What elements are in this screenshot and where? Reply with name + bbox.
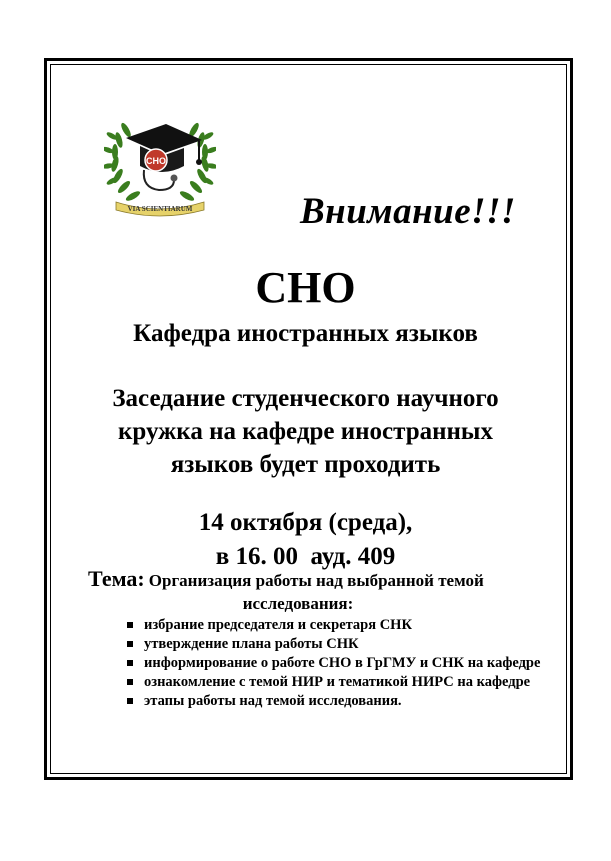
list-item: ознакомление с темой НИР и тематикой НИРС на кафедре [124, 673, 544, 691]
bullet-icon [127, 660, 133, 666]
stethoscope-icon [144, 170, 174, 190]
bullet-icon [127, 698, 133, 704]
topic-block [88, 566, 548, 614]
topic-text: Организация работы над выбранной темой [148, 571, 484, 590]
attention-heading: Внимание!!! [300, 191, 516, 232]
bullet-icon [127, 679, 133, 685]
topic-text-continued: исследования: [242, 594, 354, 613]
logo-motto: VIA SCIENTIARUM [127, 205, 193, 213]
announcement-line: кружка на кафедре иностранных [118, 418, 493, 445]
list-item: этапы работы над темой исследования. [124, 692, 544, 710]
sno-logo [104, 108, 216, 220]
announcement-line: Заседание студенческого научного [112, 385, 499, 412]
announcement [0, 382, 611, 481]
page-title: СНО [255, 263, 356, 312]
laurel-left-icon [104, 122, 141, 203]
date-block [0, 506, 611, 574]
topic-label: Тема: [88, 566, 145, 591]
logo-badge-text: СНО [146, 156, 166, 166]
department-name: Кафедра иностранных языков [133, 320, 478, 347]
agenda-list [124, 616, 544, 711]
announcement-line: языков будет проходить [170, 451, 441, 478]
bullet-icon [127, 641, 133, 647]
list-item: информирование о работе СНО в ГрГМУ и СНК на кафедре [124, 654, 544, 672]
list-item: избрание председателя и секретаря СНК [124, 616, 544, 634]
bullet-icon [127, 622, 133, 628]
list-item: утверждение плана работы СНК [124, 635, 544, 653]
date-line: 14 октября (среда), [198, 509, 413, 536]
time-location-line: в 16. 00 ауд. 409 [215, 543, 396, 570]
